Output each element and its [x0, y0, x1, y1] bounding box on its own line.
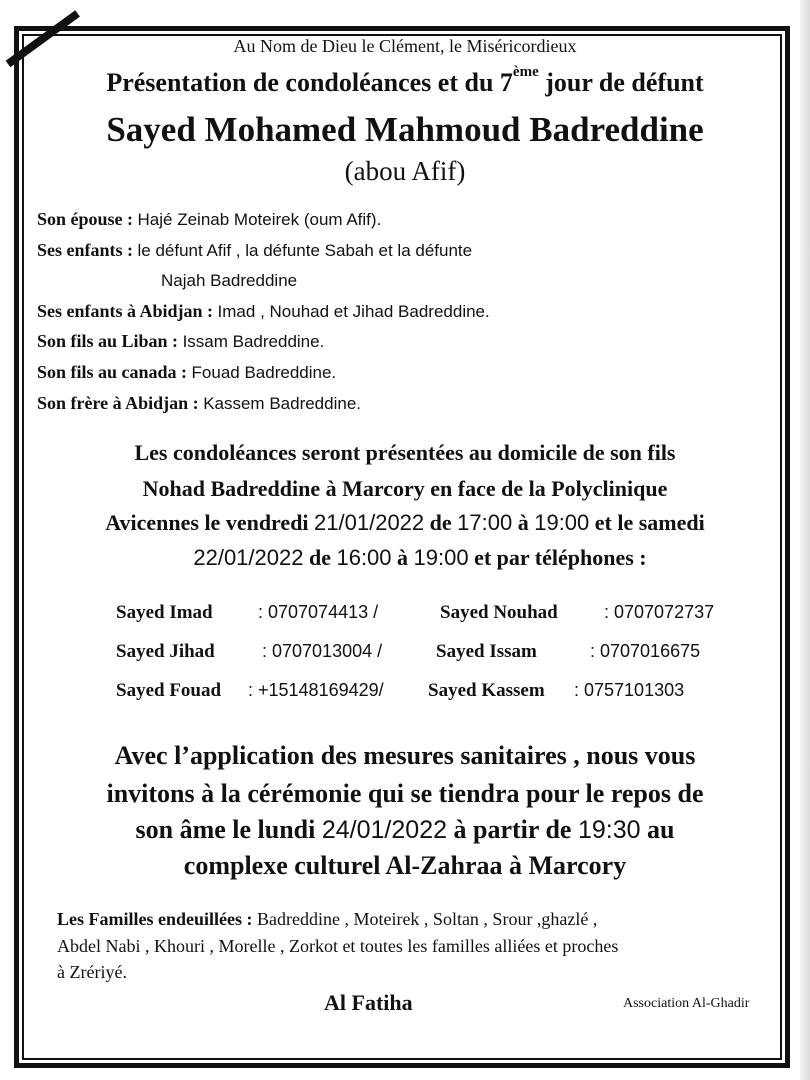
family-children: Ses enfants : le défunt Afif , la défunte Sabah et la défunte — [37, 240, 473, 260]
deceased-nickname: (abou Afif) — [344, 156, 466, 186]
invocation: Au Nom de Dieu le Clément, le Miséricordieux — [233, 36, 577, 56]
al-fatiha: Al Fatiha — [324, 990, 413, 1015]
family-son-liban: Son fils au Liban : Issam Badreddine. — [37, 331, 325, 351]
phone-number: : +15148169429/ — [248, 680, 384, 700]
ceremony-line-1: Avec l’application des mesures sanitaires , nous vous — [114, 741, 696, 770]
announcement-title: Présentation de condoléances et du 7ème jour de défunt — [106, 64, 704, 97]
phone-name: Sayed Jihad — [116, 641, 215, 662]
phone-name: Sayed Fouad — [116, 680, 222, 701]
family-spouse: Son épouse : Hajé Zeinab Moteirek (oum Afif). — [37, 209, 382, 229]
condolences-line-4: 22/01/2022 de 16:00 à 19:00 et par téléphones : — [193, 545, 647, 570]
phone-name: Sayed Kassem — [428, 680, 545, 701]
family-brother: Son frère à Abidjan : Kassem Badreddine. — [37, 393, 362, 413]
deceased-name: Sayed Mohamed Mahmoud Badreddine — [106, 110, 704, 149]
phone-number: : 0707072737 — [604, 602, 715, 622]
condolences-line-3: Avicennes le vendredi 21/01/2022 de 17:00 à 19:00 et le samedi — [105, 510, 705, 535]
phone-number: : 0757101303 — [574, 680, 685, 700]
family-son-canada: Son fils au canada : Fouad Badreddine. — [37, 362, 337, 382]
phone-name: Sayed Imad — [116, 602, 213, 623]
family-children-abidjan: Ses enfants à Abidjan : Imad , Nouhad et Jihad Badreddine. — [37, 301, 490, 321]
family-children-continued: Najah Badreddine — [161, 271, 298, 290]
phone-name: Sayed Nouhad — [440, 602, 558, 623]
condolences-line-2: Nohad Badreddine à Marcory en face de la Polyclinique — [142, 476, 668, 501]
bereaved-families: Les Familles endeuillées : Badreddine , Moteirek , Soltan , Srour ,ghazlé , — [57, 909, 598, 929]
bereaved-families-end: à Zrériyé. — [57, 962, 127, 982]
condolences-line-1: Les condoléances seront présentées au domicile de son fils — [134, 440, 676, 465]
bereaved-families-continued: Abdel Nabi , Khouri , Morelle , Zorkot et toutes les familles alliées et proches — [57, 936, 619, 956]
phone-number: : 0707074413 / — [258, 602, 379, 622]
ceremony-line-2: invitons à la cérémonie qui se tiendra pour le repos de — [106, 779, 704, 808]
phone-number: : 0707016675 — [590, 641, 701, 661]
phone-name: Sayed Issam — [436, 641, 537, 662]
phone-number: : 0707013004 / — [262, 641, 383, 661]
ceremony-line-4: complexe culturel Al-Zahraa à Marcory — [183, 851, 627, 880]
association-signature: Association Al-Ghadir — [623, 996, 750, 1011]
ceremony-line-3: son âme le lundi 24/01/2022 à partir de 19:30 au — [135, 815, 675, 844]
